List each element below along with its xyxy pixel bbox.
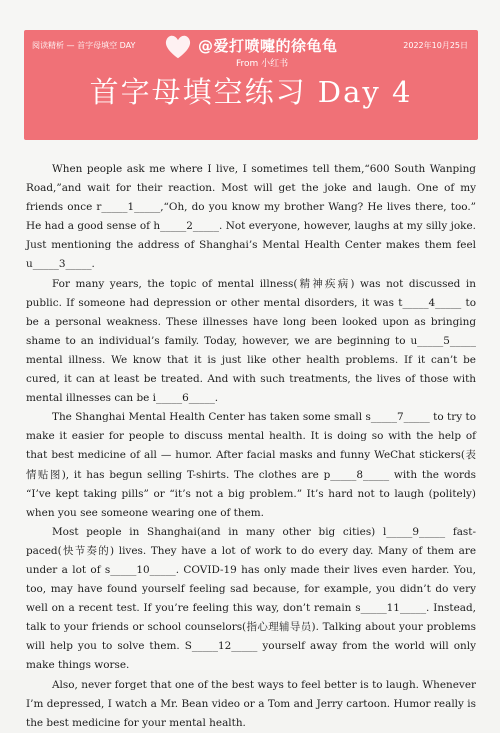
title-banner [24,30,478,140]
section-label: 阅读精析 — 首字母填空 DAY [32,41,136,50]
author-watermark: @爱打喷嚏的徐龟龟 [198,37,338,55]
passage [26,160,476,733]
watermark-source: From 小红书 [236,59,289,69]
paragraph-2: For many years, the topic of mental illness(精神疾病) was not discussed in public. If someone had depression or other mental disorders, it was t_____4_____ to be a personal weakness. These illnesses have long been looked upon as bringing shame to an individual’s family. Today, however, we are beginning to u_____5_____ mental illness. We know that it is just like other health problems. If it can’t be cured, it can at least be treated. And with such treatments, the lives of those with mental illnesses can be i_____6_____. [26,277,476,405]
heart-icon [164,34,192,60]
paragraph-5: Also, never forget that one of the best ways to feel better is to laugh. Whenever I’m depressed, I watch a Mr. Bean video or a Tom and Jerry cartoon. Humor really is the best medicine for your mental health. [26,678,476,729]
paragraph-3: The Shanghai Mental Health Center has taken some small s_____7_____ to try to make it easier for people to discuss mental health. It is doing so with the help of that best medicine of all — humor. After facial masks and funny WeChat stickers(表情贴图), it has begun selling T-shirts. The clothes are p_____8_____ with the words “I’ve kept taking pills” or “it’s not a big problem.” It’s hard not to laugh (politely) when you see someone wearing one of them. [26,411,476,519]
page-title: 首字母填空练习 Day 4 [89,75,413,109]
paragraph-1: When people ask me where I live, I sometimes tell them,“600 South Wanping Road,”and wait for their reaction. Most will get the joke and laugh. One of my friends once r_____1_____,“Oh, do you know my brother Wang? He lives there, too.” He had a good sense of h_____2_____. Not everyone, however, laughs at my silly joke. Just mentioning the address of Shanghai’s Mental Health Center makes them feel u_____3_____. [26,163,476,271]
paragraph-4: Most people in Shanghai(and in many other big cities) l_____9_____ fast-paced(快节奏的) lives. They have a lot of work to do every day. Many of them are under a lot of s_____10_____. COVID-19 has only made their lives even harder. You, too, may have found yourself feeling sad because, for example, you didn’t do very well on a recent test. If you’re feeling this way, don’t remain s_____11_____. Instead, talk to your friends or school counselors(指心理辅导员). Talking about your problems will help you to solve them. S_____12_____ yourself away from the world will only make things worse. [26,525,476,672]
date-label: 2022年10月25日 [403,41,468,50]
